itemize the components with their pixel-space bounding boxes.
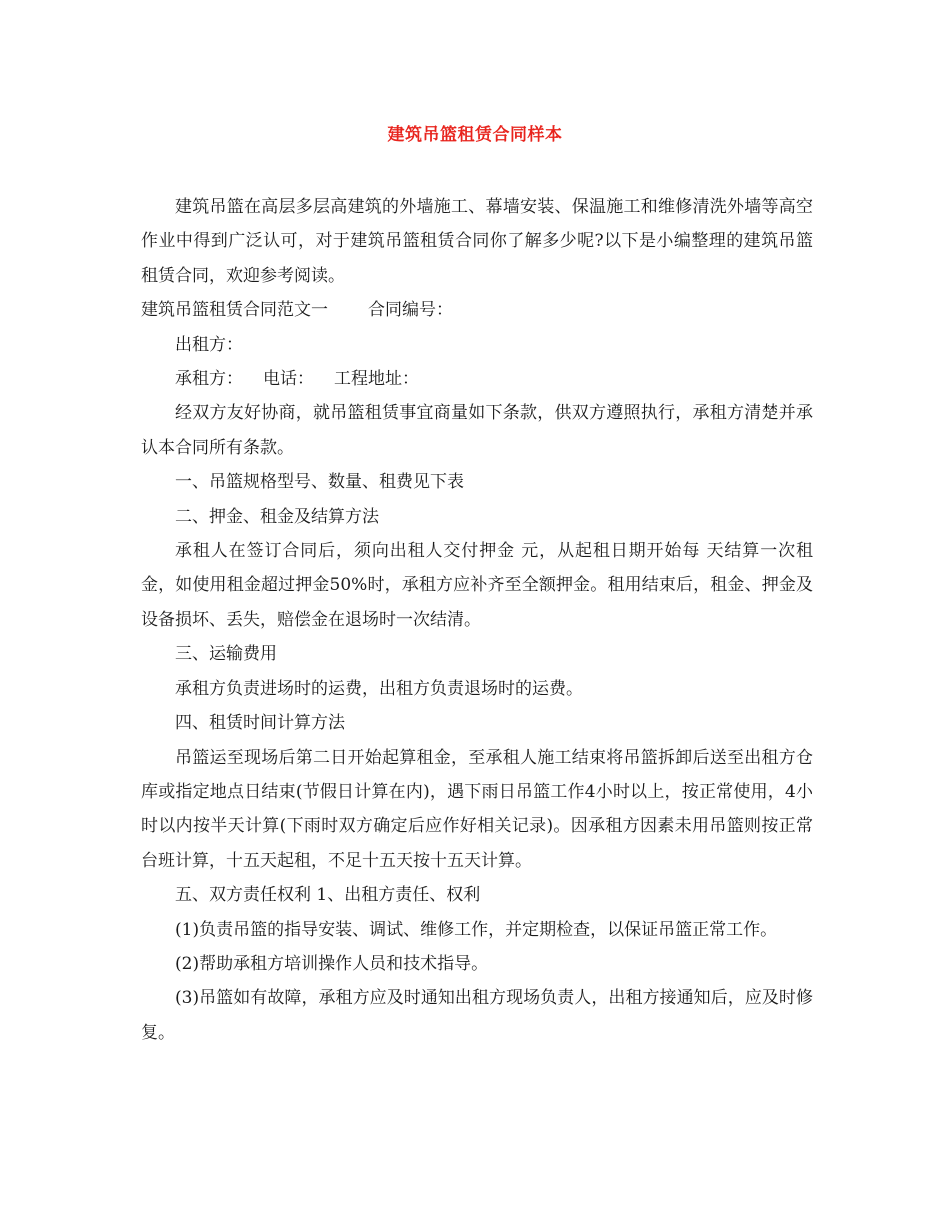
lessee-row [141,362,813,396]
section-5-item-1: (1)负责吊篮的指导安装、调试、维修工作，并定期检查，以保证吊篮正常工作。 [175,919,778,940]
phone-label: 电话： [263,369,314,390]
contract-number-label: 合同编号： [368,300,453,321]
section-3-body: 承租方负责进场时的运费，出租方负责退场时的运费。 [175,678,583,699]
section-5-item-3: (3)吊篮如有故障，承租方应及时通知出租方现场负责人，出租方接通知后，应及时修复。 [141,988,813,1043]
document-title: 建筑吊篮租赁合同样本 [387,125,563,145]
document-body [141,190,813,1050]
section-4-body: 吊篮运至现场后第二日开始起算租金，至承租人施工结束将吊篮拆卸后送至出租方仓库或指定地点日结束(节假日计算在内)，遇下雨日吊篮工作4小时以上，按正常使用，4小时以内按半天计算(下雨时双方确定后应作好相关记录)。因承租方因素未用吊篮则按正常台班计算，十五天起租，不足十五天按十五天计算。 [141,747,813,871]
sample-heading: 建筑吊篮租赁合同范文一 [141,300,328,321]
section-2-heading: 二、押金、租金及结算方法 [175,506,379,527]
site-address-label: 工程地址： [334,369,419,390]
lessor-label: 出租方： [175,334,243,355]
section-5-item-2: (2)帮助承租方培训操作人员和技术指导。 [175,953,489,974]
section-5-heading: 五、双方责任权利 1、出租方责任、权利 [175,885,481,906]
agreement-paragraph: 经双方友好协商，就吊篮租赁事宜商量如下条款，供双方遵照执行，承租方清楚并承认本合同所有条款。 [141,403,813,458]
section-2-body: 承租人在签订合同后，须向出租人交付押金 元，从起租日期开始每 天结算一次租金，如使用租金超过押金50%时，承租方应补齐至全额押金。租用结束后，租金、押金及设备损坏、丢失，赔偿金在退场时一次结清。 [141,541,813,630]
section-1-heading: 一、吊篮规格型号、数量、租费见下表 [175,472,464,493]
lessee-label: 承租方： [175,369,243,390]
section-3-heading: 三、运输费用 [175,644,277,665]
section-4-heading: 四、租赁时间计算方法 [175,713,345,734]
intro-paragraph: 建筑吊篮在高层多层高建筑的外墙施工、幕墙安装、保温施工和维修清洗外墙等高空作业中得到广泛认可，对于建筑吊篮租赁合同你了解多少呢?以下是小编整理的建筑吊篮租赁合同，欢迎参考阅读。 [141,197,813,286]
sample-heading-row [141,293,813,327]
